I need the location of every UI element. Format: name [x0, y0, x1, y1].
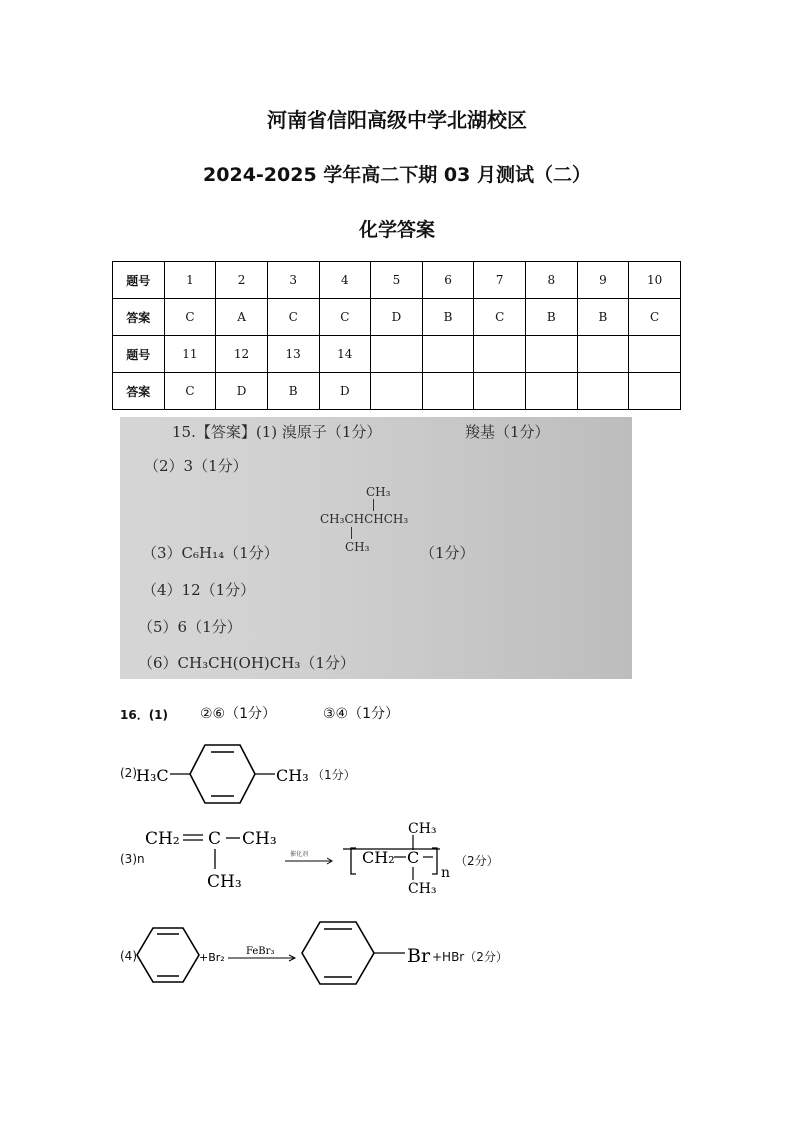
- isobutene-ch3-right: CH₃: [242, 829, 277, 849]
- answer-table-cell: 7: [474, 262, 526, 299]
- answer-table-cell: C: [474, 299, 526, 336]
- answer-table-row-label: 题号: [113, 336, 165, 373]
- q16-part3-label: (3)n: [120, 852, 145, 866]
- answer-table-cell: C: [164, 299, 216, 336]
- q16-part2-label: (2): [120, 766, 137, 780]
- isobutene-ch2: CH₂: [145, 829, 180, 849]
- polymer-n: n: [441, 865, 451, 881]
- q16-part3-score: （2分）: [455, 854, 499, 868]
- answer-table-row-label: 答案: [113, 373, 165, 410]
- q16-part1-b: ③④（1分）: [323, 706, 400, 722]
- answer-table-row-label: 答案: [113, 299, 165, 336]
- answer-table-cell: D: [319, 373, 371, 410]
- answer-table-cell: A: [216, 299, 268, 336]
- answer-table-cell: D: [216, 373, 268, 410]
- q16-part4-hbr: +HBr（2分）: [432, 950, 508, 964]
- xylene-right-methyl: CH₃: [276, 766, 309, 785]
- q15-struct-bot: CH₃: [345, 540, 370, 554]
- q15-struct-mid: CH₃CHCHCH₃: [320, 512, 409, 526]
- polymer-c: C: [407, 848, 420, 867]
- answer-table-cell: 5: [371, 262, 423, 299]
- answer-table-row-label: 题号: [113, 262, 165, 299]
- answer-table-cell: 13: [267, 336, 319, 373]
- bromine-reactant: +Br₂: [199, 951, 225, 964]
- xylene-left-methyl: H₃C: [136, 766, 169, 785]
- answer-table-cell: 11: [164, 336, 216, 373]
- catalyst-label: 催化剂: [290, 851, 309, 858]
- answer-table-cell: B: [577, 299, 629, 336]
- answer-table-cell: 6: [422, 262, 474, 299]
- q16-part4-label: (4): [120, 949, 137, 963]
- exam-title: 2024-2025 学年高二下期 03 月测试（二）: [203, 164, 591, 186]
- q16-part1-a: ②⑥（1分）: [200, 706, 277, 722]
- q16-part2-score: （1分）: [312, 768, 356, 782]
- answer-table-cell: B: [422, 299, 474, 336]
- polymer-ch2: CH₂: [362, 848, 395, 867]
- answer-table-cell: B: [267, 373, 319, 410]
- polymer-ch3-top: CH₃: [408, 821, 437, 837]
- answer-table-cell: 1: [164, 262, 216, 299]
- answer-table-cell: 10: [629, 262, 681, 299]
- bromobenzene-br: Br: [407, 945, 431, 967]
- q15-line4: （4）12（1分）: [142, 581, 256, 599]
- q15-line3: （3）C₆H₁₄（1分）: [142, 544, 279, 562]
- answer-table-cell: 14: [319, 336, 371, 373]
- answer-table-cell: 9: [577, 262, 629, 299]
- answer-table-cell: 8: [526, 262, 578, 299]
- subject-title: 化学答案: [358, 219, 435, 241]
- q16-part1-label: 16．(1): [120, 708, 169, 722]
- febr3-catalyst: FeBr₃: [246, 946, 275, 957]
- q15-line3b: （1分）: [420, 544, 475, 562]
- answer-table-cell: 4: [319, 262, 371, 299]
- school-title: 河南省信阳高级中学北湖校区: [267, 108, 527, 132]
- answer-table-cell: D: [371, 299, 423, 336]
- answer-table-cell: C: [629, 299, 681, 336]
- answer-table-cell: B: [526, 299, 578, 336]
- q15-line5: （5）6（1分）: [138, 618, 242, 636]
- answer-table-cell: 12: [216, 336, 268, 373]
- q15-line1b: 羧基（1分）: [465, 423, 550, 441]
- q15-line1: 15.【答案】(1) 溴原子（1分）: [172, 423, 382, 441]
- isobutene-ch3-bottom: CH₃: [207, 872, 242, 892]
- q15-line2: （2）3（1分）: [144, 457, 248, 475]
- q15-struct-top: CH₃: [366, 485, 391, 499]
- polymer-ch3-bottom: CH₃: [408, 881, 437, 897]
- answer-table-cell: C: [267, 299, 319, 336]
- answer-table-cell: C: [319, 299, 371, 336]
- answer-table-cell: 3: [267, 262, 319, 299]
- isobutene-c: C: [208, 829, 222, 849]
- answer-table-cell: C: [164, 373, 216, 410]
- q15-line6: （6）CH₃CH(OH)CH₃（1分）: [138, 654, 355, 672]
- answer-table-cell: 2: [216, 262, 268, 299]
